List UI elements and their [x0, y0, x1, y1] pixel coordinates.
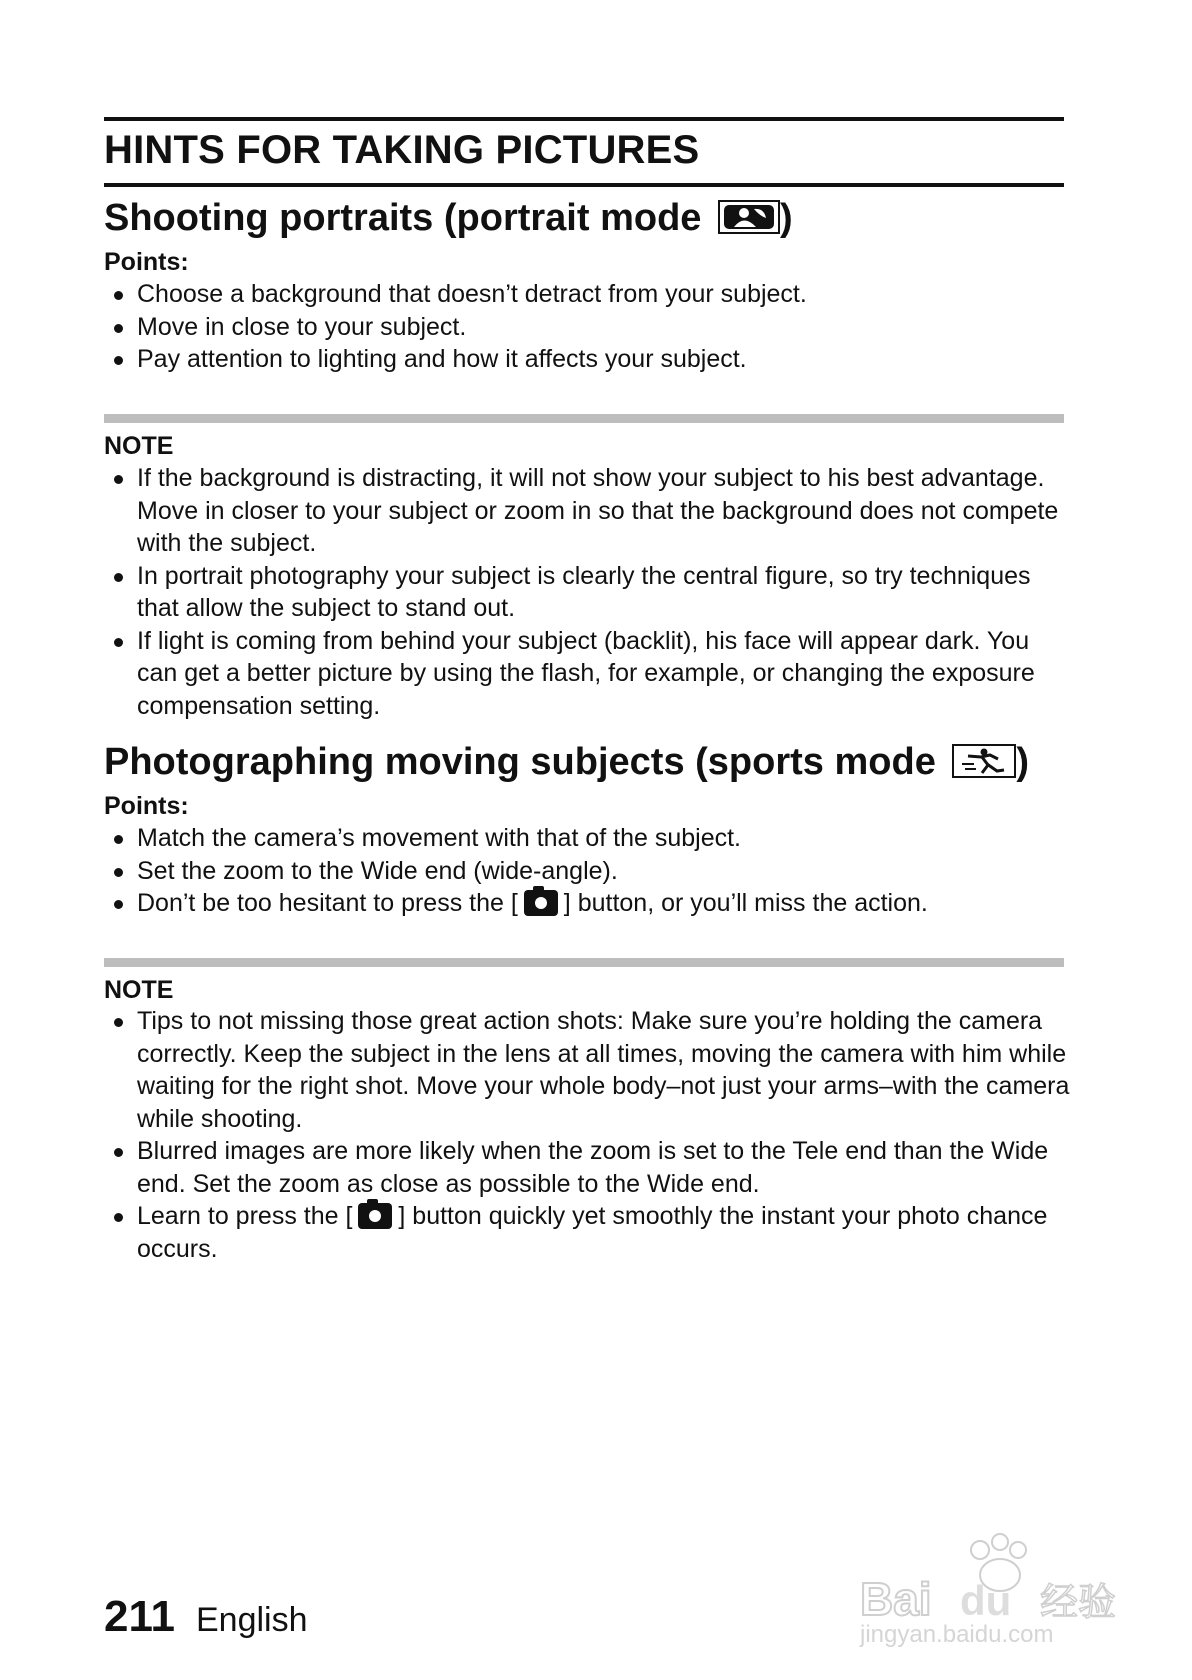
section-heading-portrait — [104, 197, 793, 240]
svg-text:Bai: Bai — [860, 1573, 932, 1625]
list-item: Blurred images are more likely when the zoom is set to the Tele end than the Wide end. Set the zoom as close as possible to the Wide end. — [104, 1135, 1074, 1200]
note-label: NOTE — [104, 432, 174, 460]
sports-mode-icon — [952, 744, 1016, 778]
list-item: Move in close to your subject. — [104, 311, 1074, 344]
list-item: Tips to not missing those great action shots: Make sure you’re holding the camera correctly. Keep the subject in the lens at all times, moving the camera with him while waiting for the right shot. Move your whole body–not just your arms–with the camera while shooting. — [104, 1005, 1074, 1135]
page-number: 211 — [104, 1592, 175, 1641]
section-heading-text: Shooting portraits (portrait mode — [104, 197, 702, 239]
title-rule — [104, 183, 1064, 187]
section-heading-sports — [104, 741, 1029, 784]
points-label: Points: — [104, 792, 189, 820]
points-list — [104, 278, 1074, 376]
points-label: Points: — [104, 248, 189, 276]
list-item: In portrait photography your subject is clearly the central figure, so try techniques that allow the subject to stand out. — [104, 560, 1074, 625]
list-item-text: Learn to press the [ — [137, 1202, 353, 1230]
list-item-text: Don’t be too hesitant to press the [ — [137, 889, 518, 917]
camera-shutter-icon — [524, 890, 558, 916]
list-item: Pay attention to lighting and how it affects your subject. — [104, 343, 1074, 376]
list-item: If light is coming from behind your subject (backlit), his face will appear dark. You can get a better picture by using the flash, for example, or changing the exposure compensation setting. — [104, 625, 1074, 723]
svg-text:du: du — [960, 1577, 1012, 1624]
list-item: Choose a background that doesn’t detract from your subject. — [104, 278, 1074, 311]
svg-text:经验: 经验 — [1040, 1580, 1117, 1624]
list-item: If the background is distracting, it will not show your subject to his best advantage. Move in closer to your subject or zoom in so that the background does not compete with the subject. — [104, 462, 1074, 560]
page-language: English — [196, 1601, 308, 1639]
list-item-text: ] button, or you’ll miss the action. — [563, 889, 928, 917]
note-label: NOTE — [104, 976, 174, 1004]
camera-shutter-icon — [358, 1203, 392, 1229]
note-list — [104, 462, 1074, 722]
note-list — [104, 1005, 1074, 1265]
portrait-mode-icon — [718, 200, 780, 234]
points-list — [104, 822, 1074, 920]
top-rule — [104, 117, 1064, 121]
section-heading-close: ) — [1016, 741, 1030, 783]
note-divider — [104, 414, 1064, 423]
list-item — [104, 887, 1074, 920]
list-item-text: ] button quickly yet smoothly the instant your photo chance occurs. — [137, 1202, 1048, 1263]
section-heading-text: Photographing moving subjects (sports mode — [104, 741, 936, 783]
section-heading-close: ) — [780, 197, 793, 239]
baidu-watermark-logo — [850, 1530, 1150, 1650]
note-divider — [104, 958, 1064, 967]
svg-text:jingyan.baidu.com: jingyan.baidu.com — [860, 1621, 1054, 1648]
list-item: Match the camera’s movement with that of the subject. — [104, 822, 1074, 855]
page-title: HINTS FOR TAKING PICTURES — [104, 128, 700, 172]
list-item: Set the zoom to the Wide end (wide-angle). — [104, 855, 1074, 888]
list-item — [104, 1200, 1074, 1265]
